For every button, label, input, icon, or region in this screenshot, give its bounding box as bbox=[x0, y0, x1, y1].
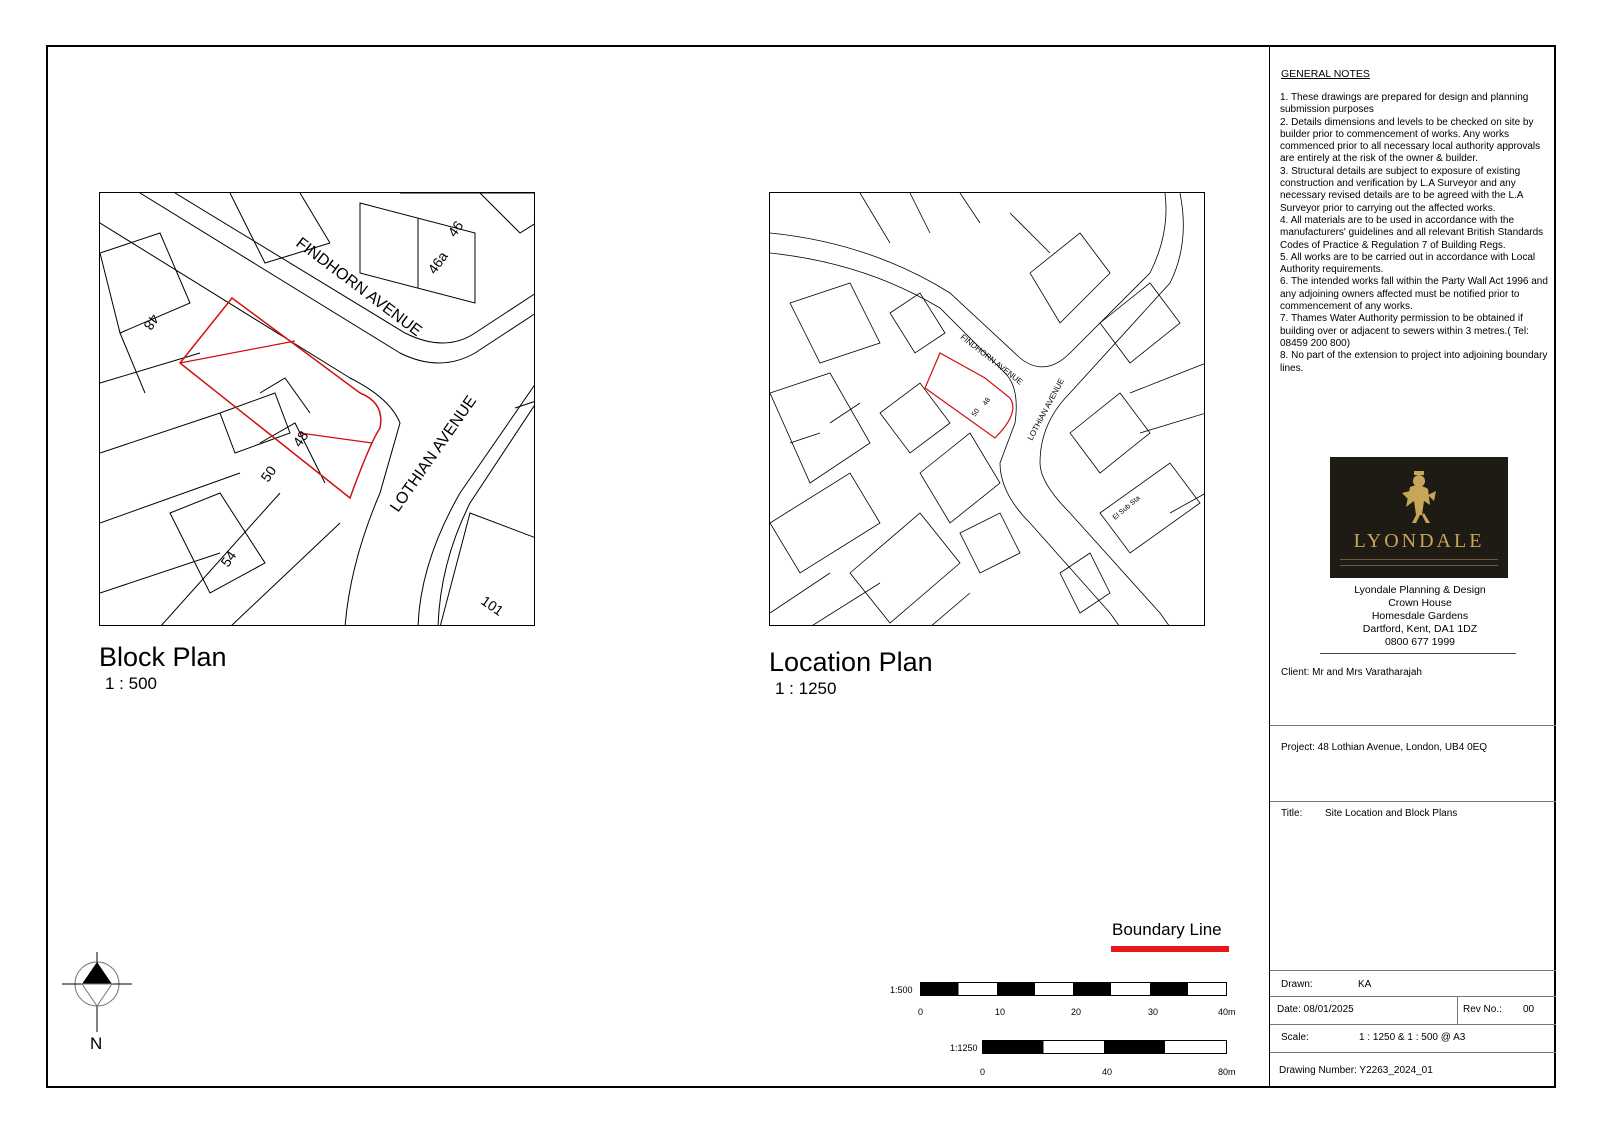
scalebar-tick: 40 bbox=[1102, 1067, 1113, 1077]
company-address: Dartford, Kent, DA1 1DZ bbox=[1362, 623, 1478, 635]
house-number: 46a bbox=[424, 248, 451, 277]
general-notes-heading: GENERAL NOTES bbox=[1281, 68, 1370, 80]
scalebar-tick: 20 bbox=[1071, 1007, 1082, 1017]
street-label: FINDHORN AVENUE bbox=[292, 234, 425, 341]
divider bbox=[1270, 996, 1556, 997]
scalebar-tick: 0 bbox=[980, 1067, 986, 1077]
north-arrow-icon bbox=[62, 952, 132, 1032]
north-label: N bbox=[90, 1034, 103, 1053]
scalebar-tick: 10 bbox=[995, 1007, 1006, 1017]
boundary-line bbox=[180, 298, 381, 498]
scalebar-tick: 30 bbox=[1148, 1007, 1159, 1017]
logo-text: LYONDALE bbox=[1353, 530, 1485, 552]
house-number: 50 bbox=[257, 462, 280, 485]
rev-label: Rev No.: bbox=[1463, 1004, 1502, 1015]
company-phone: 0800 677 1999 bbox=[1384, 636, 1456, 648]
substation-label: El Sub Sta bbox=[1111, 494, 1142, 522]
company-name: Lyondale Planning & Design bbox=[1354, 584, 1486, 596]
note-item: 5. All works are to be carried out in accordance with Local Authority requirements. bbox=[1280, 251, 1536, 276]
project-field: Project: 48 Lothian Avenue, London, UB4 0EQ bbox=[1281, 742, 1488, 753]
block-plan-drawing bbox=[100, 193, 535, 626]
house-number: 54 bbox=[217, 547, 240, 570]
divider bbox=[1457, 996, 1458, 1024]
legend-label: Boundary Line bbox=[1112, 920, 1222, 939]
note-item: 1. These drawings are prepared for design and planning submission purposes bbox=[1280, 92, 1529, 116]
divider bbox=[1270, 1024, 1556, 1025]
note-item: 4. All materials are to be used in accordance with the manufacturers' guidelines and all relevant British Standards Codes of Practice & Regulation 7 of Building Regs. bbox=[1280, 214, 1544, 251]
logo-divider bbox=[1340, 565, 1498, 566]
divider bbox=[1320, 653, 1516, 654]
note-item: 7. Thames Water Authority permission to be obtained if building over or adjacent to sewers within 3 metres.( Tel: 08459 200 800) bbox=[1280, 313, 1529, 349]
street-label: LOTHIAN AVENUE bbox=[387, 392, 481, 516]
divider bbox=[1270, 1052, 1556, 1053]
block-plan-map bbox=[99, 192, 535, 626]
title-value: Site Location and Block Plans bbox=[1325, 808, 1458, 819]
note-item: 8. No part of the extension to project into adjoining boundary lines. bbox=[1280, 350, 1548, 374]
house-number: 48 bbox=[289, 427, 312, 450]
street-label: LOTHIAN AVENUE bbox=[1025, 376, 1067, 442]
date-field: Date: 08/01/2025 bbox=[1277, 1004, 1354, 1015]
scalebar-1250 bbox=[982, 1040, 1230, 1055]
location-plan-scale: 1 : 1250 bbox=[775, 679, 837, 698]
scalebar-500 bbox=[920, 982, 1230, 997]
block-plan-title: Block Plan bbox=[99, 642, 227, 672]
house-number: 101 bbox=[478, 592, 507, 619]
scale-value: 1 : 1250 & 1 : 500 @ A3 bbox=[1359, 1032, 1466, 1043]
scalebar-label: 1:500 bbox=[890, 985, 913, 995]
location-plan-title: Location Plan bbox=[769, 647, 933, 677]
block-plan-scale: 1 : 500 bbox=[105, 674, 157, 693]
company-address: Crown House bbox=[1388, 597, 1452, 609]
location-plan-drawing bbox=[770, 193, 1205, 626]
drawing-number: Drawing Number: Y2263_2024_01 bbox=[1279, 1065, 1433, 1076]
client-field: Client: Mr and Mrs Varatharajah bbox=[1281, 667, 1422, 678]
rev-value: 00 bbox=[1523, 1004, 1535, 1015]
drawn-label: Drawn: bbox=[1281, 979, 1313, 990]
note-item: 3. Structural details are subject to exposure of existing construction and verification by L.A Surveyor and any necessary revised details are to be agreed with the L.A Surveyor prior to carrying out the affected works. bbox=[1280, 165, 1523, 214]
company-logo bbox=[1330, 457, 1508, 578]
company-details bbox=[1310, 584, 1530, 649]
logo-divider bbox=[1340, 559, 1498, 560]
boundary-line-swatch bbox=[1111, 946, 1229, 952]
scalebar-label: 1:1250 bbox=[950, 1043, 978, 1053]
location-plan-map bbox=[769, 192, 1205, 626]
street-label: FINDHORN AVENUE bbox=[958, 332, 1025, 387]
divider bbox=[1270, 970, 1556, 971]
scale-label: Scale: bbox=[1281, 1032, 1309, 1043]
title-block bbox=[1269, 45, 1556, 1088]
house-number: 48 bbox=[981, 396, 993, 408]
general-notes bbox=[1280, 92, 1552, 375]
scalebar-tick: 40m bbox=[1218, 1007, 1236, 1017]
scalebar-tick: 0 bbox=[918, 1007, 924, 1017]
note-item: 6. The intended works fall within the Party Wall Act 1996 and any adjoining owners affected must be notified prior to commencement of any works. bbox=[1280, 276, 1548, 313]
divider bbox=[1270, 801, 1556, 802]
house-number: 50 bbox=[970, 407, 982, 419]
scalebar-tick: 80m bbox=[1218, 1067, 1236, 1077]
divider bbox=[1270, 725, 1556, 726]
house-number: 48 bbox=[140, 311, 163, 334]
drawn-value: KA bbox=[1358, 979, 1372, 990]
note-item: 2. Details dimensions and levels to be checked on site by builder prior to commencement of works. Any works commenced prior to all necessary local authority approvals are entirely at the risk of the owner & builder. bbox=[1280, 116, 1541, 165]
title-label: Title: bbox=[1281, 808, 1303, 819]
house-number: 46 bbox=[444, 217, 467, 240]
company-address: Homesdale Gardens bbox=[1371, 610, 1469, 622]
